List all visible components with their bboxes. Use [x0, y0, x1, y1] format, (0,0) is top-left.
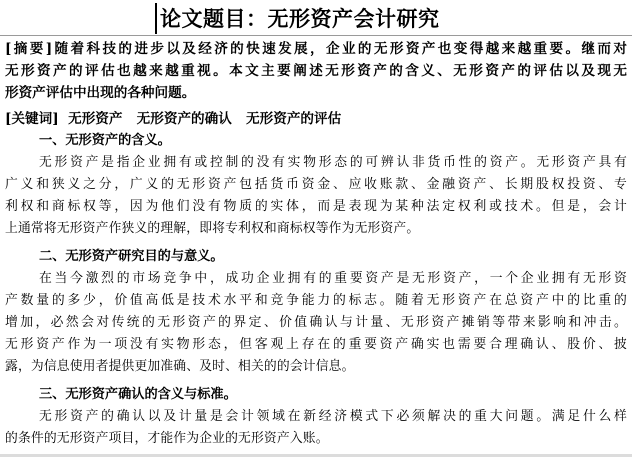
text-cursor [155, 3, 157, 34]
paragraph-line: 露，为信息使用者提供更加准确、及时、相关的的会计信息。 [5, 359, 355, 374]
abstract-paragraph [5, 38, 627, 104]
keywords-text: [关键词] 无形资产 无形资产的确认 无形资产的评估 [5, 111, 342, 127]
abstract-line: [摘要]随着科技的进步以及经济的快速发展，企业的无形资产也变得越来越重要。继而对 [5, 41, 627, 57]
paragraph-line: 无形资产作为一项没有实物形态，但客观上存在的重要资产确实也需要合理确认、股价、披 [5, 337, 627, 352]
section-heading: 二、无形资产研究目的与意义。 [39, 249, 224, 264]
paragraph-line: 的条件的无形资产项目，才能作为企业的无形资产入账。 [5, 431, 329, 446]
section-purpose [5, 246, 627, 378]
section-heading: 一、无形资产的含义。 [39, 133, 171, 148]
paragraph-line: 在当今激烈的市场竞争中，成功企业拥有的重要资产是无形资产，一个企业拥有无形资 [39, 271, 627, 286]
paragraph-line: 增加，必然会对传统的无形资产的界定、价值确认与计量、无形资产摊销等带来影响和冲击。 [5, 315, 627, 330]
paragraph-line: 上通常将无形资产作狭义的理解，即将专利权和商标权等作为无形资产。 [5, 221, 420, 236]
title-area [155, 0, 440, 34]
paragraph-line: 无形资产的确认以及计量是会计领域在新经济模式下必须解决的重大问题。满足什么样 [39, 409, 627, 424]
page-title: 论文题目：无形资产会计研究 [160, 6, 440, 31]
abstract-line: 无形资产的评估也越来越重视。本文主要阐述无形资产的含义、无形资产的评估以及现无 [5, 63, 627, 79]
paragraph-line: 产数量的多少，价值高低是技术水平和竞争能力的标志。随着无形资产在总资产中的比重的 [5, 293, 627, 308]
title-divider [0, 35, 632, 36]
paragraph-line: 利权和商标权等，因为他们没有物质的实体，而是表现为某种法定权利或技术。但是，会计 [5, 199, 627, 214]
section-recognition [5, 384, 627, 450]
paragraph-line: 无形资产是指企业拥有或控制的没有实物形态的可辨认非货币性的资产。无形资产具有 [39, 155, 627, 170]
section-heading: 三、无形资产确认的含义与标准。 [39, 387, 237, 402]
paragraph-line: 广义和狭义之分，广义的无形资产包括货币资金、应收账款、金融资产、长期股权投资、专 [5, 177, 627, 192]
abstract-line: 形资产评估中出现的各种问题。 [5, 85, 196, 101]
keywords-line [5, 108, 627, 130]
section-meaning [5, 130, 627, 240]
